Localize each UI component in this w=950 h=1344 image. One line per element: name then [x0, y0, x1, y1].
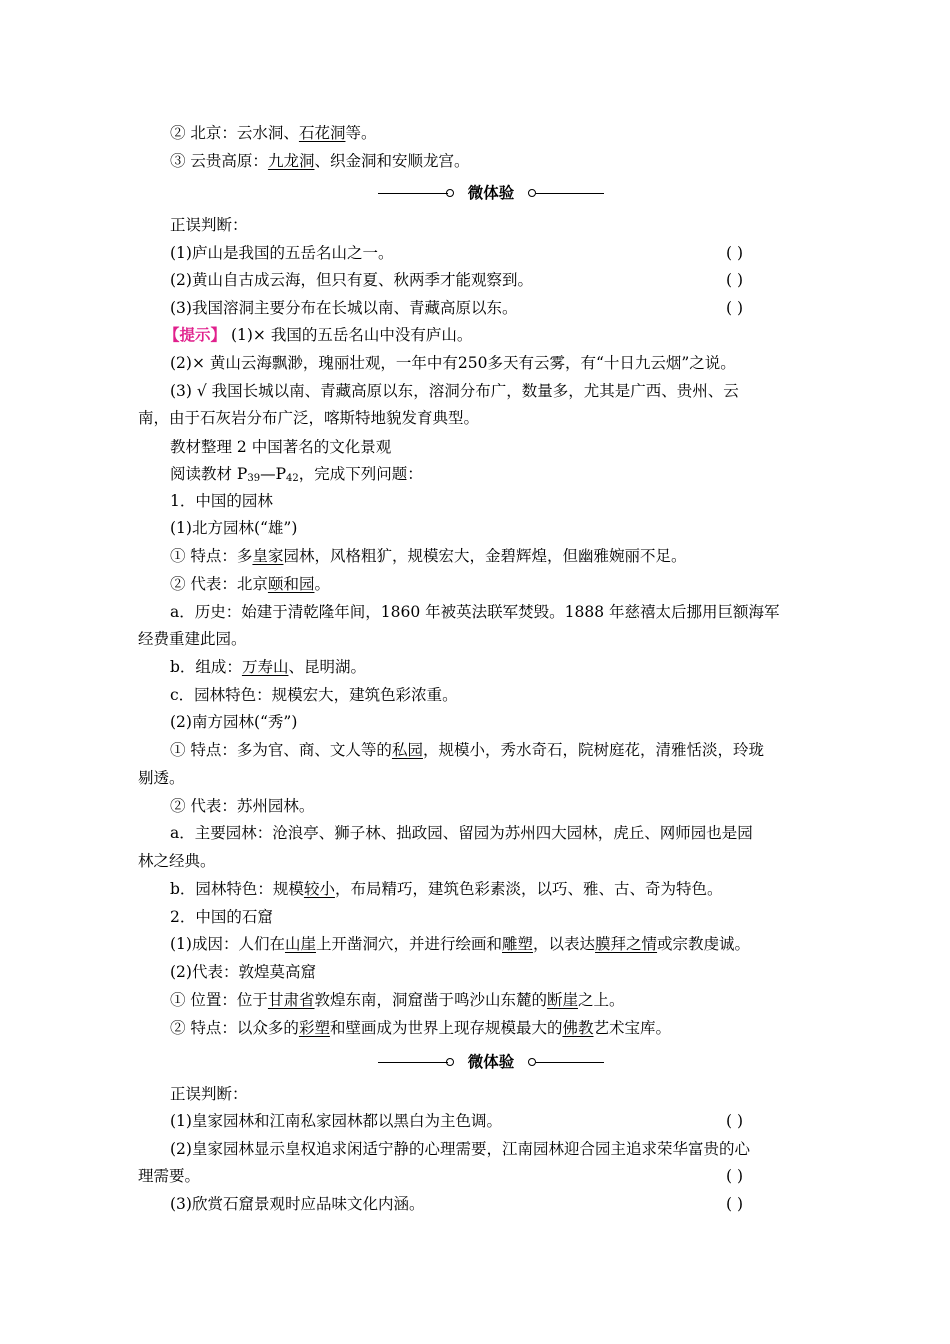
answer-blank: ( ) [726, 271, 744, 289]
text-line: ① 特点：多皇家园林，风格粗犷，规模宏大，金碧辉煌，但幽雅婉丽不足。 [170, 547, 687, 565]
text-line: b．组成：万寿山、昆明湖。 [170, 658, 366, 676]
question: (3)欣赏石窟景观时应品味文化内涵。 [170, 1195, 425, 1213]
judge-heading: 正误判断： [170, 216, 248, 234]
hint-line: 【提示】 (1)× 我国的五岳名山中没有庐山。 [164, 325, 473, 344]
text-line: c．园林特色：规模宏大，建筑色彩浓重。 [170, 686, 458, 704]
reading-note: 阅读教材 $P_{39}—P_{42}$，完成下列问题： [170, 465, 423, 484]
question: (1)皇家园林和江南私家园林都以黑白为主色调。 [170, 1112, 502, 1130]
text-line: b．园林特色：规模较小，布局精巧，建筑色彩素淡，以巧、雅、古、奇为特色。 [170, 880, 723, 898]
question: (3)我国溶洞主要分布在长城以南、青藏高原以东。 [170, 299, 518, 317]
text-line: ② 北京：云水洞、石花洞等。 [170, 124, 377, 142]
text-line: ② 特点：以众多的彩塑和壁画成为世界上现存规模最大的佛教艺术宝库。 [170, 1019, 671, 1037]
text-line: (1)成因：人们在山崖上开凿洞穴，并进行绘画和雕塑，以表达膜拜之情或宗教虔诚。 [170, 935, 751, 953]
text-line: ② 代表：北京颐和园。 [170, 575, 330, 593]
text-line: ① 位置：位于甘肃省敦煌东南，洞窟凿于鸣沙山东麓的断崖之上。 [170, 991, 625, 1009]
answer-line: (3) √ 我国长城以南、青藏高原以东，溶洞分布广，数量多，尤其是广西、贵州、云 [170, 382, 739, 400]
text-line: a．主要园林：沧浪亭、狮子林、拙政园、留园为苏州四大园林，虎丘、网师园也是园 [170, 824, 753, 842]
hint-label: 【提示】 [164, 325, 227, 344]
text-line: 经费重建此园。 [138, 630, 247, 648]
text-line: (2)南方园林(“秀”) [170, 713, 298, 731]
section-divider [378, 1052, 604, 1072]
answer-blank: ( ) [726, 244, 744, 262]
divider-label: 微体验 [467, 1052, 515, 1071]
answer-blank: ( ) [726, 1167, 744, 1185]
text-line: ① 特点：多为官、商、文人等的私园，规模小，秀水奇石，院树庭花，清雅恬淡，玲珑 [170, 741, 764, 759]
heading: 2．中国的石窟 [170, 908, 273, 926]
text-line: a．历史：始建于清乾隆年间，1860 年被英法联军焚毁。1888 年慈禧太后挪用巨额海军 [170, 603, 780, 621]
text-line: (1)北方园林(“雄”) [170, 519, 298, 537]
heading: 1．中国的园林 [170, 492, 273, 510]
text-line: ② 代表：苏州园林。 [170, 797, 315, 815]
text-line: ③ 云贵高原：九龙洞、织金洞和安顺龙宫。 [170, 152, 470, 170]
judge-heading: 正误判断： [170, 1085, 248, 1103]
text-line: 林之经典。 [138, 852, 216, 870]
question: (2)黄山自古成云海，但只有夏、秋两季才能观察到。 [170, 271, 533, 289]
divider-label: 微体验 [467, 183, 515, 202]
section-title: 教材整理 2 中国著名的文化景观 [170, 438, 392, 456]
section-divider [378, 183, 604, 203]
answer-line: (2)× 黄山云海飘渺，瑰丽壮观，一年中有250多天有云雾，有“十日九云烟”之说。 [170, 354, 736, 372]
question: (2)皇家园林显示皇权追求闲适宁静的心理需要，江南园林迎合园主追求荣华富贵的心 [170, 1140, 750, 1158]
text-line: 剔透。 [138, 769, 185, 787]
question: 理需要。 [138, 1167, 201, 1185]
answer-blank: ( ) [726, 1112, 744, 1130]
answer-blank: ( ) [726, 1195, 744, 1213]
answer-line: 南，由于石灰岩分布广泛，喀斯特地貌发育典型。 [138, 409, 480, 427]
question: (1)庐山是我国的五岳名山之一。 [170, 244, 394, 262]
answer-blank: ( ) [726, 299, 744, 317]
text-line: (2)代表：敦煌莫高窟 [170, 963, 316, 981]
